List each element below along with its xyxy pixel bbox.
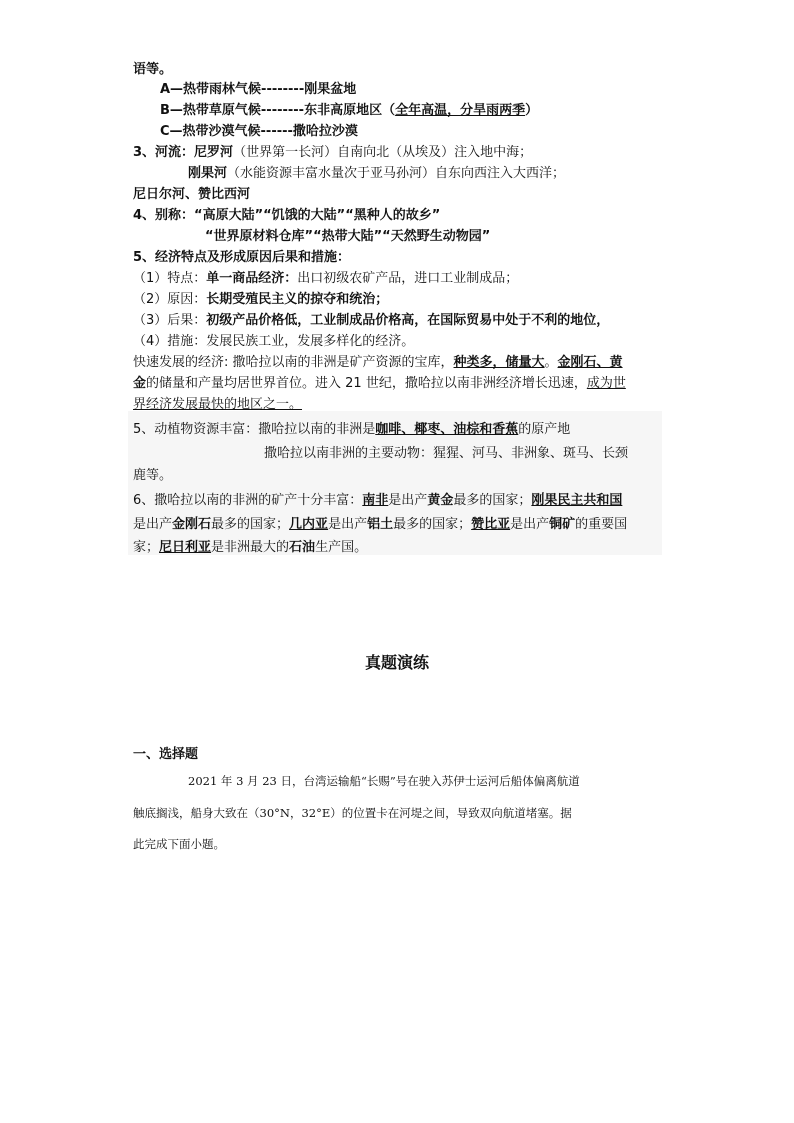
niger-line: 尼日尔河、赞比西河 bbox=[133, 187, 251, 202]
economy-heading: 5、经济特点及形成原因后果和措施： bbox=[133, 250, 351, 265]
flora-line-2: 撒哈拉以南非洲的主要动物：猩猩、河马、非洲象、斑马、长颈 bbox=[264, 446, 629, 461]
economy-measure: （4）措施：发展民族工业，发展多样化的经济。 bbox=[133, 334, 415, 349]
economy-result: （3）后果：初级产品价格低，工业制成品价格高，在国际贸易中处于不利的地位， bbox=[133, 313, 610, 328]
mineral-line-1: 6、撒哈拉以南的非洲的矿产十分丰富：南非是出产黄金最多的国家；刚果民主共和国 bbox=[133, 493, 623, 508]
economy-feature: （1）特点：单一商品经济：出口初级农矿产品，进口工业制成品； bbox=[133, 271, 519, 286]
rivers-line: 3、河流：尼罗河（世界第一长河）自南向北（从埃及）注入地中海； bbox=[133, 145, 533, 160]
text-line: 语等。 bbox=[133, 62, 173, 77]
fast-line-1: 快速发展的经济: 撒哈拉以南的非洲是矿产资源的宝库，种类多，储量大。金刚石、黄 bbox=[133, 355, 623, 370]
flora-line-1: 5、动植物资源丰富：撒哈拉以南的非洲是咖啡、椰枣、油棕和香蕉的原产地 bbox=[133, 422, 571, 437]
mineral-line-2: 是出产金刚石最多的国家；几内亚是出产铝土最多的国家；赞比亚是出产铜矿的重要国 bbox=[133, 517, 628, 532]
economy-cause: （2）原因：长期受殖民主义的掠夺和统治； bbox=[133, 292, 389, 307]
flora-line-3: 鹿等。 bbox=[133, 468, 173, 483]
fast-line-2: 金的储量和产量均居世界首位。进入 21 世纪，撒哈拉以南非洲经济增长迅速，成为世 bbox=[133, 376, 626, 391]
alias-line-1: 4、别称：“高原大陆”“饥饿的大陆”“黑种人的故乡” bbox=[133, 208, 441, 223]
exercise-para-line-1: 2021 年 3 月 23 日，台湾运输船“长赐”号在驶入苏伊士运河后船体偏离航道 bbox=[188, 774, 580, 788]
climate-a: A—热带雨林气候--------刚果盆地 bbox=[160, 82, 357, 97]
exercise-para-line-2: 触底搁浅，船身大致在（30°N，32°E）的位置卡在河堤之间，导致双向航道堵塞。据 bbox=[133, 806, 572, 820]
mineral-line-3: 家；尼日利亚是非洲最大的石油生产国。 bbox=[133, 540, 368, 555]
climate-c: C—热带沙漠气候------撒哈拉沙漠 bbox=[160, 124, 358, 139]
section-title: 真题演练 bbox=[364, 653, 429, 672]
alias-line-2: “世界原材料仓库”“热带大陆”“天然野生动物园” bbox=[205, 229, 491, 244]
exercise-para-line-3: 此完成下面小题。 bbox=[133, 837, 225, 851]
congo-line: 刚果河（水能资源丰富水量次于亚马孙河）自东向西注入大西洋； bbox=[188, 166, 566, 181]
climate-b: B—热带草原气候--------东非高原地区（全年高温，分旱雨两季） bbox=[160, 103, 539, 118]
fast-line-3: 界经济发展最快的地区之一。 bbox=[133, 397, 303, 412]
exercise-heading: 一、选择题 bbox=[133, 747, 199, 762]
